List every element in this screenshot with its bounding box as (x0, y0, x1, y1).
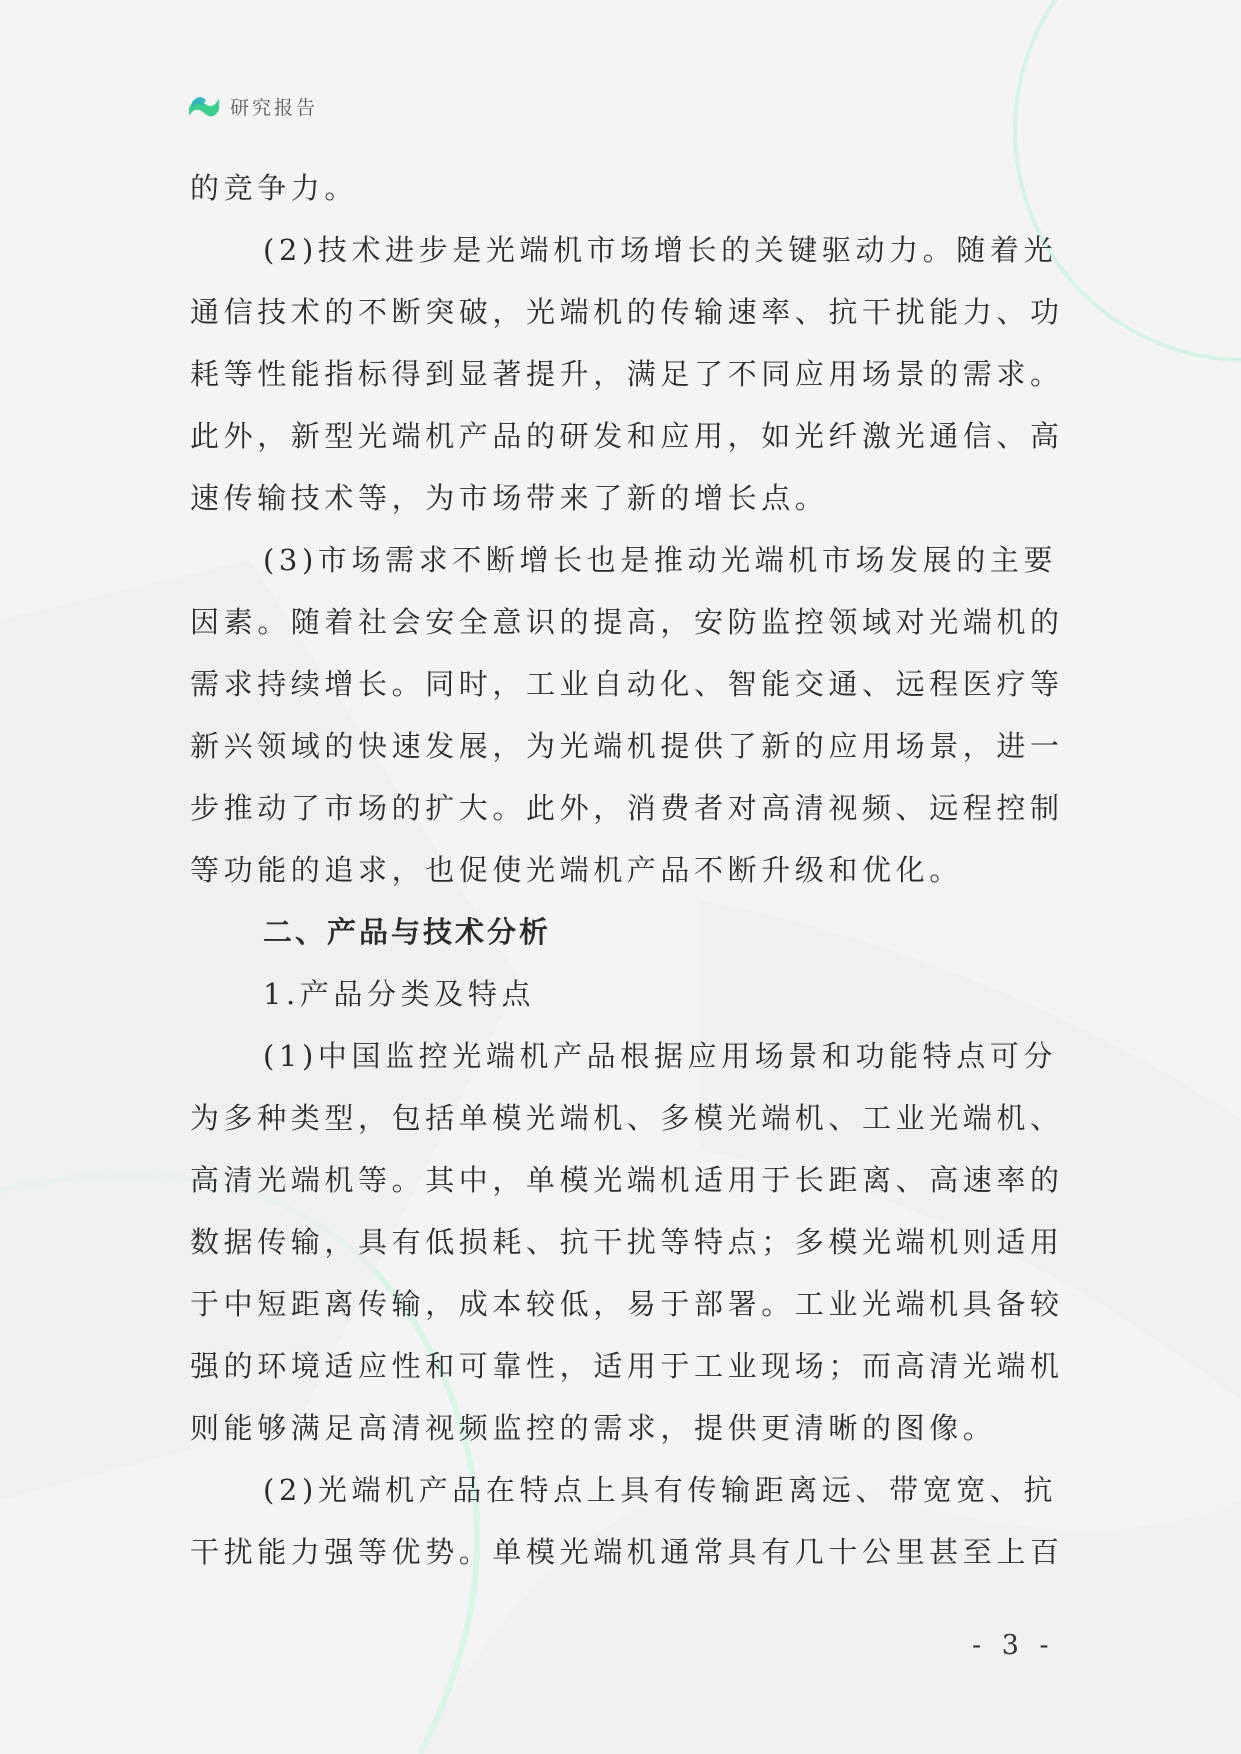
paragraph-line: 新兴领域的快速发展，为光端机提供了新的应用场景，进一 (190, 729, 1064, 763)
paragraph-line: 耗等性能指标得到显著提升，满足了不同应用场景的需求。 (190, 357, 1064, 391)
section-heading: 二、产品与技术分析 (263, 915, 552, 949)
paragraph-line: 等功能的追求，也促使光端机产品不断升级和优化。 (190, 853, 963, 887)
paragraph-line: 此外，新型光端机产品的研发和应用，如光纤激光通信、高 (190, 419, 1064, 453)
paragraph-line: 于中短距离传输，成本较低，易于部署。工业光端机具备较 (190, 1287, 1064, 1321)
document-header (186, 88, 318, 124)
paragraph-line: 则能够满足高清视频监控的需求，提供更清晰的图像。 (190, 1411, 997, 1445)
header-title: 研究报告 (230, 96, 319, 119)
paragraph-line: 因素。随着社会安全意识的提高，安防监控领域对光端机的 (190, 605, 1064, 639)
paragraph-line: 强的环境适应性和可靠性，适用于工业现场；而高清光端机 (190, 1349, 1064, 1383)
paragraph-line: 高清光端机等。其中，单模光端机适用于长距离、高速率的 (190, 1163, 1064, 1197)
paragraph-line: 数据传输，具有低损耗、抗干扰等特点；多模光端机则适用 (190, 1225, 1064, 1259)
paragraph-line: 干扰能力强等优势。单模光端机通常具有几十公里甚至上百 (190, 1535, 1064, 1569)
paragraph-line: 速传输技术等，为市场带来了新的增长点。 (190, 481, 829, 515)
paragraph-line: (1)中国监控光端机产品根据应用场景和功能特点可分 (263, 1039, 1058, 1073)
paragraph-line: 的竞争力。 (190, 171, 359, 205)
subsection-heading: 1.产品分类及特点 (263, 977, 536, 1011)
paragraph-line: 通信技术的不断突破，光端机的传输速率、抗干扰能力、功 (190, 295, 1064, 329)
paragraph-line: (3)市场需求不断增长也是推动光端机市场发展的主要 (263, 543, 1058, 577)
paragraph-line: (2)技术进步是光端机市场增长的关键驱动力。随着光 (263, 233, 1058, 267)
paragraph-line: 为多种类型，包括单模光端机、多模光端机、工业光端机、 (190, 1101, 1064, 1135)
page-number: - 3 - (972, 1630, 1055, 1661)
document-body (190, 157, 1070, 1583)
paragraph-line: 需求持续增长。同时，工业自动化、智能交通、远程医疗等 (190, 667, 1064, 701)
paragraph-line: 步推动了市场的扩大。此外，消费者对高清视频、远程控制 (190, 791, 1064, 825)
brand-logo-icon (186, 88, 222, 124)
paragraph-line: (2)光端机产品在特点上具有传输距离远、带宽宽、抗 (263, 1473, 1058, 1507)
